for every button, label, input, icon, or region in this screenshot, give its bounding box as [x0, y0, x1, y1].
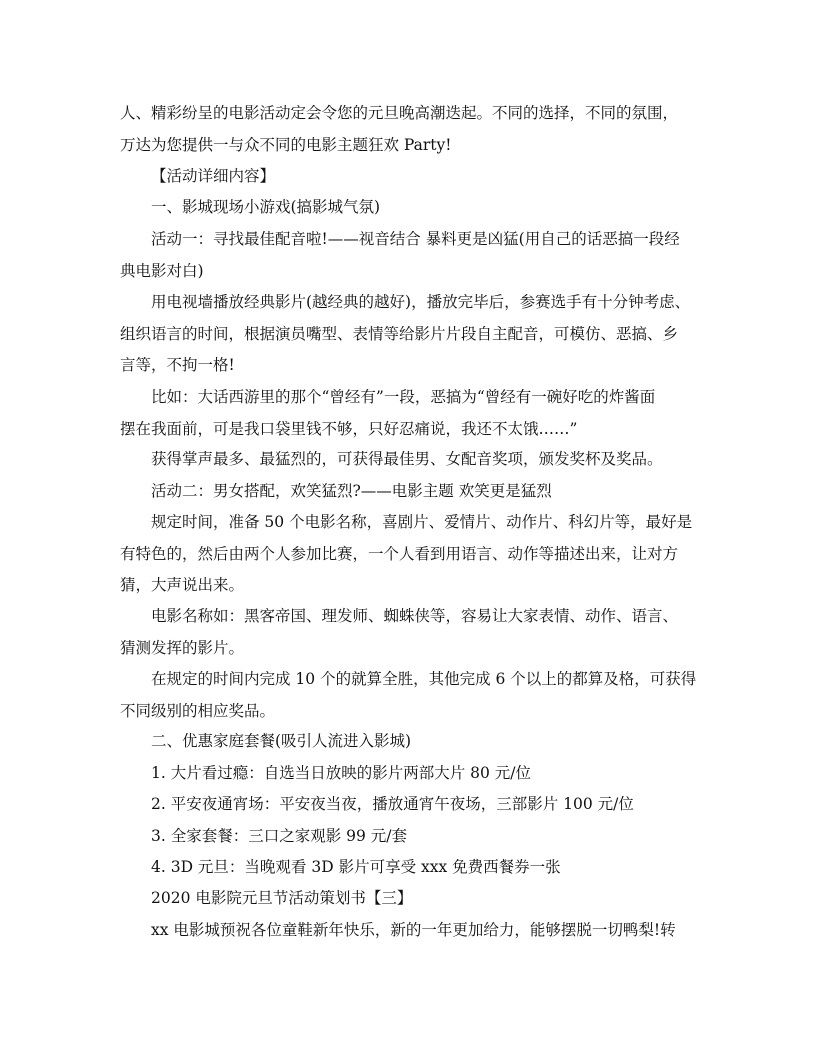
text-line: 人、精彩纷呈的电影活动定会令您的元旦晚高潮迭起。不同的选择，不同的氛围， [120, 104, 679, 122]
paragraph-example [120, 382, 698, 445]
paragraph-awards [120, 444, 698, 476]
list-item-package-4 [120, 852, 698, 884]
paragraph-intro-continued [120, 98, 698, 161]
text-line: 二、优惠家庭套餐(吸引人流进入影城) [151, 732, 412, 750]
text-line: 3. 全家套餐：三口之家观影 99 元/套 [151, 827, 408, 845]
text-line: xx 电影城预祝各位童鞋新年快乐，新的一年更加给力，能够摆脱一切鸭梨!转 [151, 921, 676, 939]
text-line: 典电影对白) [120, 261, 204, 280]
text-line: 活动一：寻找最佳配音啦!——视音结合 暴料更是凶猛(用自己的话恶搞一段经 [151, 230, 680, 248]
text-line: 比如：大话西游里的那个“曾经有”一段，恶搞为“曾经有一碗好吃的炸酱面 [151, 388, 656, 406]
text-line: 1. 大片看过瘾：自选当日放映的影片两部大片 80 元/位 [151, 764, 532, 782]
paragraph-activity-two-rules [120, 507, 698, 602]
heading-cinema-games [120, 192, 698, 224]
list-item-package-1 [120, 758, 698, 790]
paragraph-scoring [120, 664, 698, 727]
paragraph-activity-one [120, 224, 698, 287]
heading-activity-two [120, 476, 698, 508]
text-line: 活动二：男女搭配，欢笑猛烈?——电影主题 欢笑更是猛烈 [151, 482, 552, 500]
paragraph-dubbing-rules [120, 287, 698, 382]
heading-family-packages [120, 726, 698, 758]
text-line: 摆在我面前，可是我口袋里钱不够，只好忍痛说，我还不太饿……” [120, 419, 578, 438]
section-heading-activity-details [120, 161, 698, 193]
text-line: 用电视墙播放经典影片(越经典的越好)，播放完毕后，参赛选手有十分钟考虑、 [151, 293, 691, 311]
text-line: 不同级别的相应奖品。 [120, 701, 276, 720]
text-line: 2020 电影院元旦节活动策划书【三】 [151, 889, 413, 907]
text-line: 规定时间，准备 50 个电影名称，喜剧片、爱情片、动作片、科幻片等，最好是 [151, 513, 693, 531]
text-line: 组织语言的时间，根据演员嘴型、表情等给影片片段自主配音，可模仿、恶搞、乡 [120, 324, 679, 343]
text-line: 【活动详细内容】 [151, 167, 276, 185]
text-line: 4. 3D 元旦：当晚观看 3D 影片可享受 xxx 免费西餐券一张 [151, 858, 561, 876]
text-line: 一、影城现场小游戏(搞影城气氛) [151, 198, 381, 216]
text-line: 万达为您提供一与众不同的电影主题狂欢 Party! [120, 135, 452, 154]
text-line: 猜，大声说出来。 [120, 576, 245, 594]
text-line: 在规定的时间内完成 10 个的就算全胜，其他完成 6 个以上的都算及格，可获得 [151, 670, 697, 688]
section-title-plan-three [120, 883, 698, 915]
list-item-package-2 [120, 789, 698, 821]
text-line: 2. 平安夜通宵场：平安夜当夜，播放通宵午夜场，三部影片 100 元/位 [151, 795, 634, 813]
text-line: 猜测发挥的影片。 [120, 638, 245, 657]
text-line: 电影名称如：黑客帝国、理发师、蜘蛛侠等，容易让大家表情、动作、语言、 [151, 607, 679, 625]
text-line: 有特色的，然后由两个人参加比赛，一个人看到用语言、动作等描述出来，让对方 [120, 544, 679, 563]
text-line: 言等，不拘一格! [120, 356, 235, 374]
paragraph-new-year-greeting [120, 915, 698, 947]
paragraph-movie-examples [120, 601, 698, 664]
text-line: 获得掌声最多、最猛烈的，可获得最佳男、女配音奖项，颁发奖杯及奖品。 [151, 450, 663, 468]
list-item-package-3 [120, 821, 698, 853]
